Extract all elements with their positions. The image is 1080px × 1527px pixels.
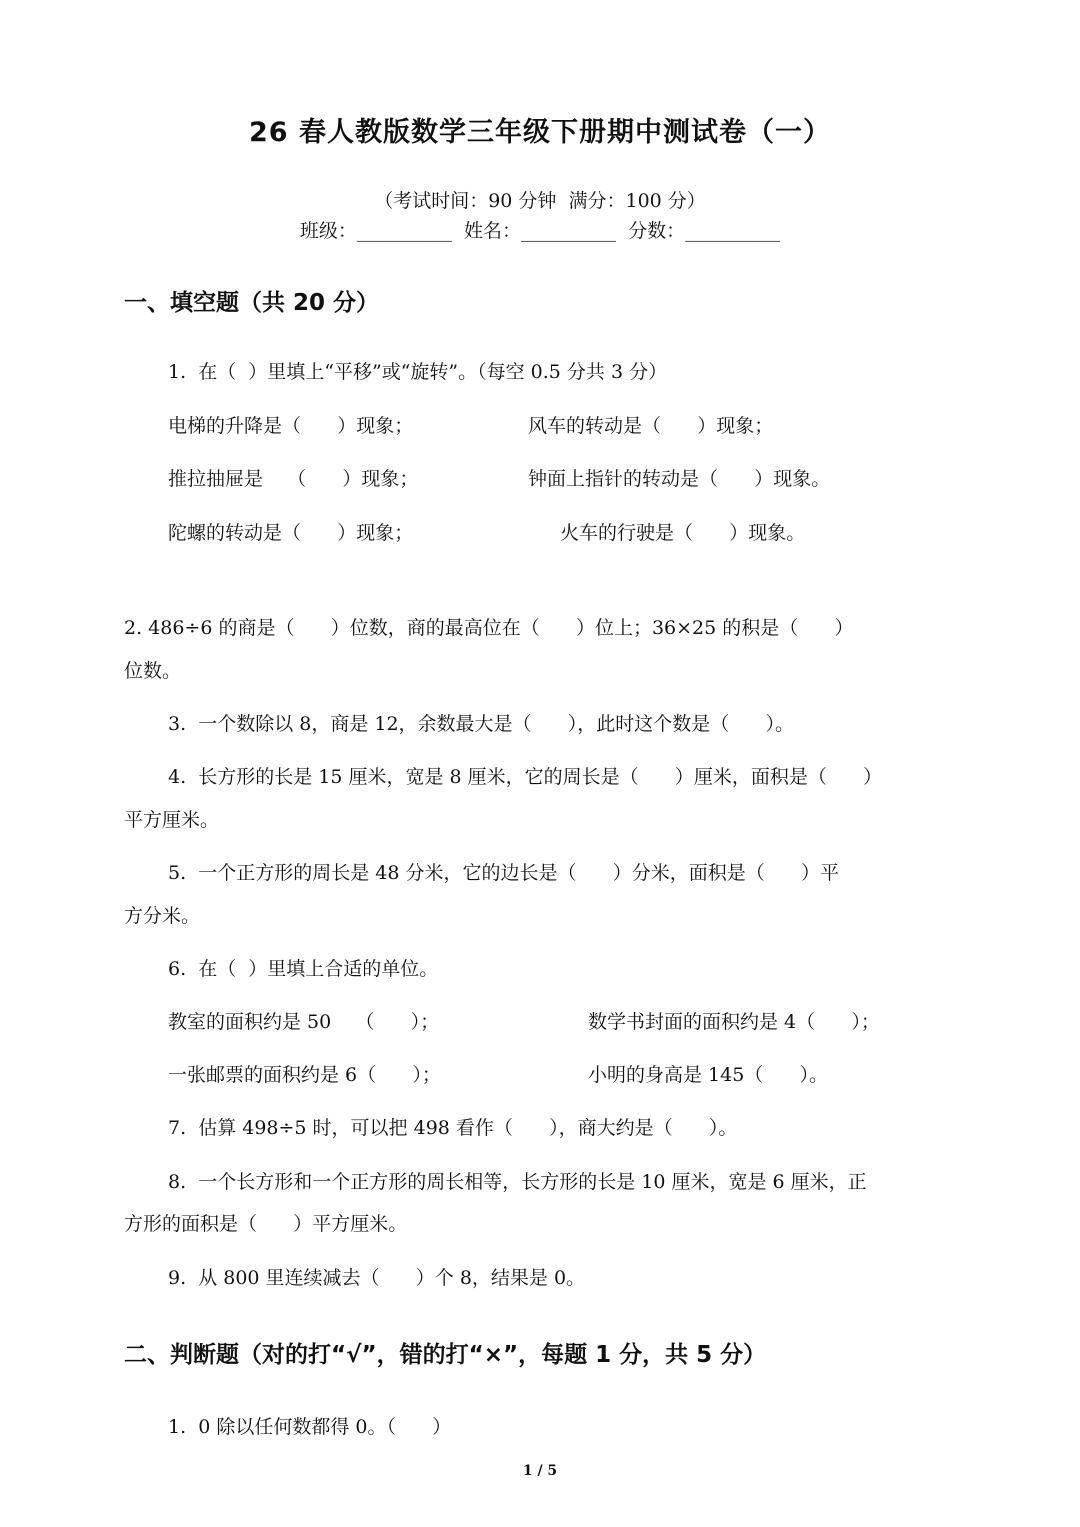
section-heading-fill-blank: 一、填空题（共 20 分） <box>124 290 380 316</box>
q1-row1-left: 电梯的升降是（ ）现象； <box>168 415 414 437</box>
q3: 3. 一个数除以 8，商是 12，余数最大是（ ），此时这个数是（ ）。 <box>168 713 795 735</box>
q1-stem: 1. 在（ ）里填上“平移”或“旋转”。（每空 0.5 分共 3 分） <box>168 361 668 383</box>
q6-row2-right: 小明的身高是 145（ ）。 <box>588 1064 829 1086</box>
q9: 9. 从 800 里连续减去（ ）个 8，结果是 0。 <box>168 1267 586 1289</box>
section-heading-true-false: 二、判断题（对的打“√”，错的打“×”，每题 1 分，共 5 分） <box>124 1342 767 1368</box>
q8-line1: 8. 一个长方形和一个正方形的周长相等，长方形的长是 10 厘米，宽是 6 厘米，正 <box>168 1171 867 1193</box>
q2-line2: 位数。 <box>124 660 182 682</box>
q4-line2: 平方厘米。 <box>124 809 220 831</box>
tf-q1: 1. 0 除以任何数都得 0。（ ） <box>168 1416 452 1438</box>
q2-line1: 2. 486÷6 的商是（ ）位数，商的最高位在（ ）位上；36×25 的积是（ ） <box>124 617 854 639</box>
q1-row3-left: 陀螺的转动是（ ）现象； <box>168 522 414 544</box>
student-fields-line: 班级：__________ 姓名：__________ 分数：__________ <box>299 220 781 242</box>
q1-row1-right: 风车的转动是（ ）现象； <box>528 415 774 437</box>
q6-row2-left: 一张邮票的面积约是 6（ ）； <box>168 1064 441 1086</box>
q5-line2: 方分米。 <box>124 905 201 927</box>
q6-row1-right: 数学书封面的面积约是 4（ ）； <box>588 1011 880 1033</box>
q1-row2-left: 推拉抽屉是 （ ）现象； <box>168 468 419 490</box>
page-number: 1 / 5 <box>522 1463 558 1479</box>
q6-row1-left: 教室的面积约是 50 （ ）； <box>168 1011 440 1033</box>
q4-line1: 4. 长方形的长是 15 厘米，宽是 8 厘米，它的周长是（ ）厘米，面积是（ ） <box>168 766 883 788</box>
q1-row2-right: 钟面上指针的转动是（ ）现象。 <box>528 468 831 490</box>
q7: 7. 估算 498÷5 时，可以把 498 看作（ ），商大约是（ ）。 <box>168 1117 738 1139</box>
page-title: 26 春人教版数学三年级下册期中测试卷（一） <box>249 117 831 148</box>
q6-stem: 6. 在（ ）里填上合适的单位。 <box>168 958 439 980</box>
exam-info: （考试时间：90 分钟 满分：100 分） <box>374 190 706 212</box>
q1-row3-right: 火车的行驶是（ ）现象。 <box>560 522 806 544</box>
q8-line2: 方形的面积是（ ）平方厘米。 <box>124 1213 408 1235</box>
q5-line1: 5. 一个正方形的周长是 48 分米，它的边长是（ ）分米，面积是（ ）平 <box>168 862 839 884</box>
